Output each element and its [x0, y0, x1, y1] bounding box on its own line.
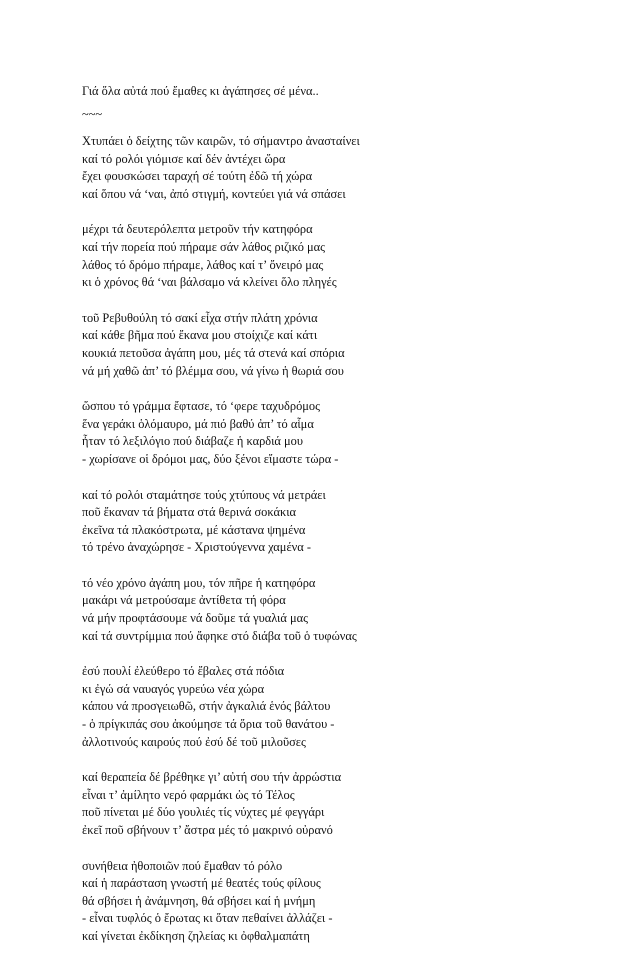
- poem-line: Χτυπάει ὁ δείχτης τῶν καιρῶν, τό σήμαντρο ἀνασταίνει: [82, 134, 360, 148]
- stanza: [82, 858, 602, 946]
- poem-line: καί τήν πορεία πού πήραμε σάν λάθος ριζικό μας: [82, 239, 326, 254]
- poem-line: νά μήν προφτάσουμε νά δοῦμε τά γυαλιά μας: [82, 611, 309, 626]
- stanza: [82, 575, 602, 645]
- poem-line: - χωρίσανε οἱ δρόμοι μας, δύο ξένοι εἴμαστε τώρα -: [82, 451, 339, 466]
- poem-line: κι ὁ χρόνος θά ‘ναι βάλσαμο νά κλείνει ὅλο πληγές: [82, 275, 337, 290]
- poem-line: ἦταν τό λεξιλόγιο πού διάβαζε ἡ καρδιά μου: [82, 434, 303, 449]
- poem-line: καί τά συντρίμμια πού ἄφηκε στό διάβα τοῦ ὁ τυφώνας: [82, 628, 357, 643]
- poem-line: καί τό ρολόι σταμάτησε τούς χτύπους νά μετράει: [82, 487, 326, 502]
- poem-line: καί τό ρολόι γιόμισε καί δέν ἀντέχει ὥρα: [82, 151, 286, 166]
- poem-line: κουκιά πετοῦσα ἀγάπη μου, μές τά στενά καί σπόρια: [82, 345, 345, 360]
- poem-line: καί κάθε βῆμα πού ἔκανα μου στοίχιζε καί κάτι: [82, 328, 318, 343]
- poem-body: [82, 133, 602, 964]
- poem-line: εἶναι τ’ ἀμίλητο νερό φαρμάκι ὡς τό Τέλος: [82, 787, 295, 802]
- poem-line: μακάρι νά μετρούσαμε ἀντίθετα τή φόρα: [82, 593, 286, 608]
- stanza: [82, 663, 602, 751]
- stanza: [82, 769, 602, 839]
- stanza: [82, 310, 602, 380]
- poem-line: ἐσύ πουλί ἐλεύθερο τό ἔβαλες στά πόδια: [82, 664, 285, 679]
- separator: ~~~: [82, 107, 103, 121]
- poem-line: τό τρένο ἀναχώρησε - Χριστούγεννα χαμένα -: [82, 540, 311, 555]
- poem-line: τό νέο χρόνο ἀγάπη μου, τόν πῆρε ἡ κατηφόρα: [82, 575, 316, 590]
- stanza: [82, 398, 602, 468]
- poem-line: συνήθεια ἠθοποιῶν πού ἔμαθαν τό ρόλο: [82, 858, 283, 873]
- poem-line: ἀλλοτινούς καιρούς πού ἐσύ δέ τοῦ μιλοῦσες: [82, 734, 306, 749]
- poem-line: τοῦ Ρεβυθούλη τό σακί εἶχα στήν πλάτη χρόνια: [82, 310, 318, 325]
- poem-line: ποῦ πίνεται μέ δύο γουλιές τίς νύχτες μέ φεγγάρι: [82, 805, 325, 820]
- poem-line: καί γίνεται ἐκδίκηση ζηλείας κι ὀφθαλμαπάτη: [82, 928, 310, 943]
- poem-line: θά σβήσει ἡ ἀνάμνηση, θά σβήσει καί ἡ μνήμη: [82, 893, 316, 908]
- poem-line: λάθος τό δρόμο πήραμε, λάθος καί τ’ ὄνειρό μας: [82, 257, 324, 272]
- poem-line: κάπου νά προσγειωθῶ, στήν ἀγκαλιά ἑνός βάλτου: [82, 699, 331, 714]
- stanza: [82, 487, 602, 557]
- poem-line: νά μή χαθῶ ἀπ’ τό βλέμμα σου, νά γίνω ἡ θωριά σου: [82, 363, 344, 378]
- stanza: [82, 221, 602, 291]
- stanza: [82, 133, 602, 203]
- poem-line: - ὁ πρίγκιπάς σου ἀκούμησε τά ὅρια τοῦ θανάτου -: [82, 717, 335, 732]
- poem-line: ἐκεῖνα τά πλακόστρωτα, μέ κάστανα ψημένα: [82, 522, 306, 537]
- poem-line: ὥσπου τό γράμμα ἔφτασε, τό ‘φερε ταχυδρόμος: [82, 399, 321, 414]
- poem-line: μέχρι τά δευτερόλεπτα μετροῦν τήν κατηφόρα: [82, 222, 313, 237]
- poem-line: καί ὅπου νά ‘ναι, ἀπό στιγμή, κοντεύει γιά νά σπάσει: [82, 186, 346, 201]
- poem-line: καί θεραπεία δέ βρέθηκε γι’ αὐτή σου τήν ἀρρώστια: [82, 770, 342, 785]
- poem-line: ποῦ ἔκαναν τά βήματα στά θερινά σοκάκια: [82, 505, 297, 520]
- poem-line: κι ἐγώ σά ναυαγός γυρεύω νέα χώρα: [82, 681, 265, 696]
- poem-line: καί ἡ παράσταση γνωστή μέ θεατές τούς φίλους: [82, 876, 321, 891]
- poem-line: ἐκεῖ ποῦ σβήνουν τ’ ἄστρα μές τό μακρινό οὐρανό: [82, 823, 333, 837]
- poem-line: ἕνα γεράκι ὁλόμαυρο, μά πιό βαθύ ἀπ’ τό αἷμα: [82, 416, 314, 431]
- poem-line: - εἶναι τυφλός ὁ ἔρωτας κι ὅταν πεθαίνει ἀλλάζει -: [82, 911, 333, 926]
- poem-title: Γιά ὅλα αὐτά πού ἔμαθες κι ἀγάπησες σέ μένα..: [82, 84, 319, 98]
- poem-line: ἔχει φουσκώσει ταραχή σέ τούτη ἐδῶ τή χώρα: [82, 169, 313, 184]
